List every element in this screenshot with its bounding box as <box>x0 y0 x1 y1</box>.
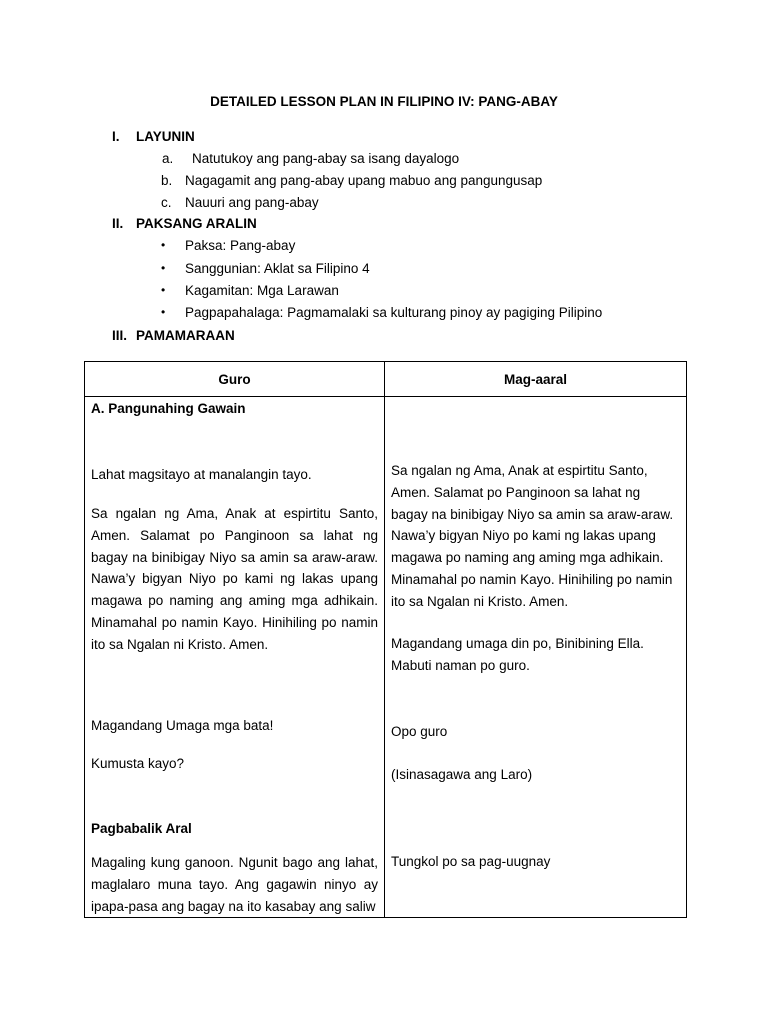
table-header-row <box>85 362 687 397</box>
list-text: Pagpapahalaga: Pagmamalaki sa kulturang pinoy ay pagiging Pilipino <box>185 305 603 320</box>
layunin-item <box>161 173 543 188</box>
cell-paragraph: Kumusta kayo? <box>91 756 185 771</box>
section-number: II. <box>112 216 124 231</box>
list-marker: c. <box>161 195 172 210</box>
guro-cell <box>85 397 385 918</box>
cell-paragraph: Magandang umaga din po, Binibining Ella. Mabuti naman po guro. <box>391 636 644 673</box>
list-text: Paksa: Pang-abay <box>185 238 296 253</box>
list-marker: b. <box>161 173 173 188</box>
document-title: DETAILED LESSON PLAN IN FILIPINO IV: PANG-ABAY <box>210 94 558 109</box>
list-text: Natutukoy ang pang-abay sa isang dayalogo <box>192 151 460 166</box>
bullet-icon: • <box>161 238 166 252</box>
layunin-item <box>162 151 460 166</box>
list-text: Sanggunian: Aklat sa Filipino 4 <box>185 261 370 276</box>
paksa-item <box>161 283 339 298</box>
cell-paragraph: Tungkol po sa pag-uugnay <box>391 854 551 869</box>
bullet-icon: • <box>161 283 166 297</box>
list-text: Nauuri ang pang-abay <box>185 195 319 210</box>
section-label: PAKSANG ARALIN <box>136 216 257 231</box>
cell-heading: A. Pangunahing Gawain <box>91 401 246 416</box>
paksa-item <box>161 238 296 253</box>
section-label: LAYUNIN <box>136 129 195 144</box>
cell-paragraph: Opo guro <box>391 724 448 739</box>
cell-paragraph: Sa ngalan ng Ama, Anak at espirtitu Santo, Amen. Salamat po Panginoon sa lahat ng bagay na binibigay Niyo sa amin sa araw-araw. Nawa’y bigyan Niyo po kami ng lakas upang magawa po naming ang aming mga adhikain. Minamahal po namin Kayo. Hinihiling po namin ito sa Ngalan ni Kristo. Amen. <box>91 506 378 652</box>
cell-paragraph: Sa ngalan ng Ama, Anak at espirtitu Santo, Amen. Salamat po Panginoon sa lahat ng bagay na binibigay Niyo sa amin sa araw-araw. Nawa’y bigyan Niyo po kami ng lakas upang magawa po naming ang aming mga adhikain. Minamahal po namin Kayo. Hinihiling po namin ito sa Ngalan ni Kristo. Amen. <box>391 463 674 609</box>
cell-paragraph: Lahat magsitayo at manalangin tayo. <box>91 467 312 482</box>
cell-subheading: Pagbabalik Aral <box>91 821 192 836</box>
section-number: III. <box>112 328 128 343</box>
layunin-item <box>161 195 319 210</box>
list-text: Nagagamit ang pang-abay upang mabuo ang pangungusap <box>185 173 543 188</box>
section-number: I. <box>112 129 120 144</box>
bullet-icon: • <box>161 305 166 319</box>
section-pamamaraan <box>112 328 235 343</box>
paksa-item <box>161 261 370 276</box>
procedure-table <box>84 361 687 918</box>
list-text: Kagamitan: Mga Larawan <box>185 283 339 298</box>
section-paksang-aralin <box>112 216 257 231</box>
column-header-mag-aaral: Mag-aaral <box>385 362 687 397</box>
mag-aaral-cell <box>385 397 687 918</box>
cell-paragraph: Magaling kung ganoon. Ngunit bago ang lahat, maglalaro muna tayo. Ang gagawin ninyo ay ipapa-pasa ang bagay na ito kasabay ang saliw <box>91 855 378 914</box>
paksa-item <box>161 305 603 320</box>
column-header-guro: Guro <box>85 362 385 397</box>
bullet-icon: • <box>161 261 166 275</box>
section-layunin <box>112 129 195 144</box>
table-row <box>85 397 687 918</box>
cell-paragraph: (Isinasagawa ang Laro) <box>391 767 533 782</box>
section-label: PAMAMARAAN <box>136 328 235 343</box>
list-marker: a. <box>162 151 174 166</box>
cell-paragraph: Magandang Umaga mga bata! <box>91 718 274 733</box>
